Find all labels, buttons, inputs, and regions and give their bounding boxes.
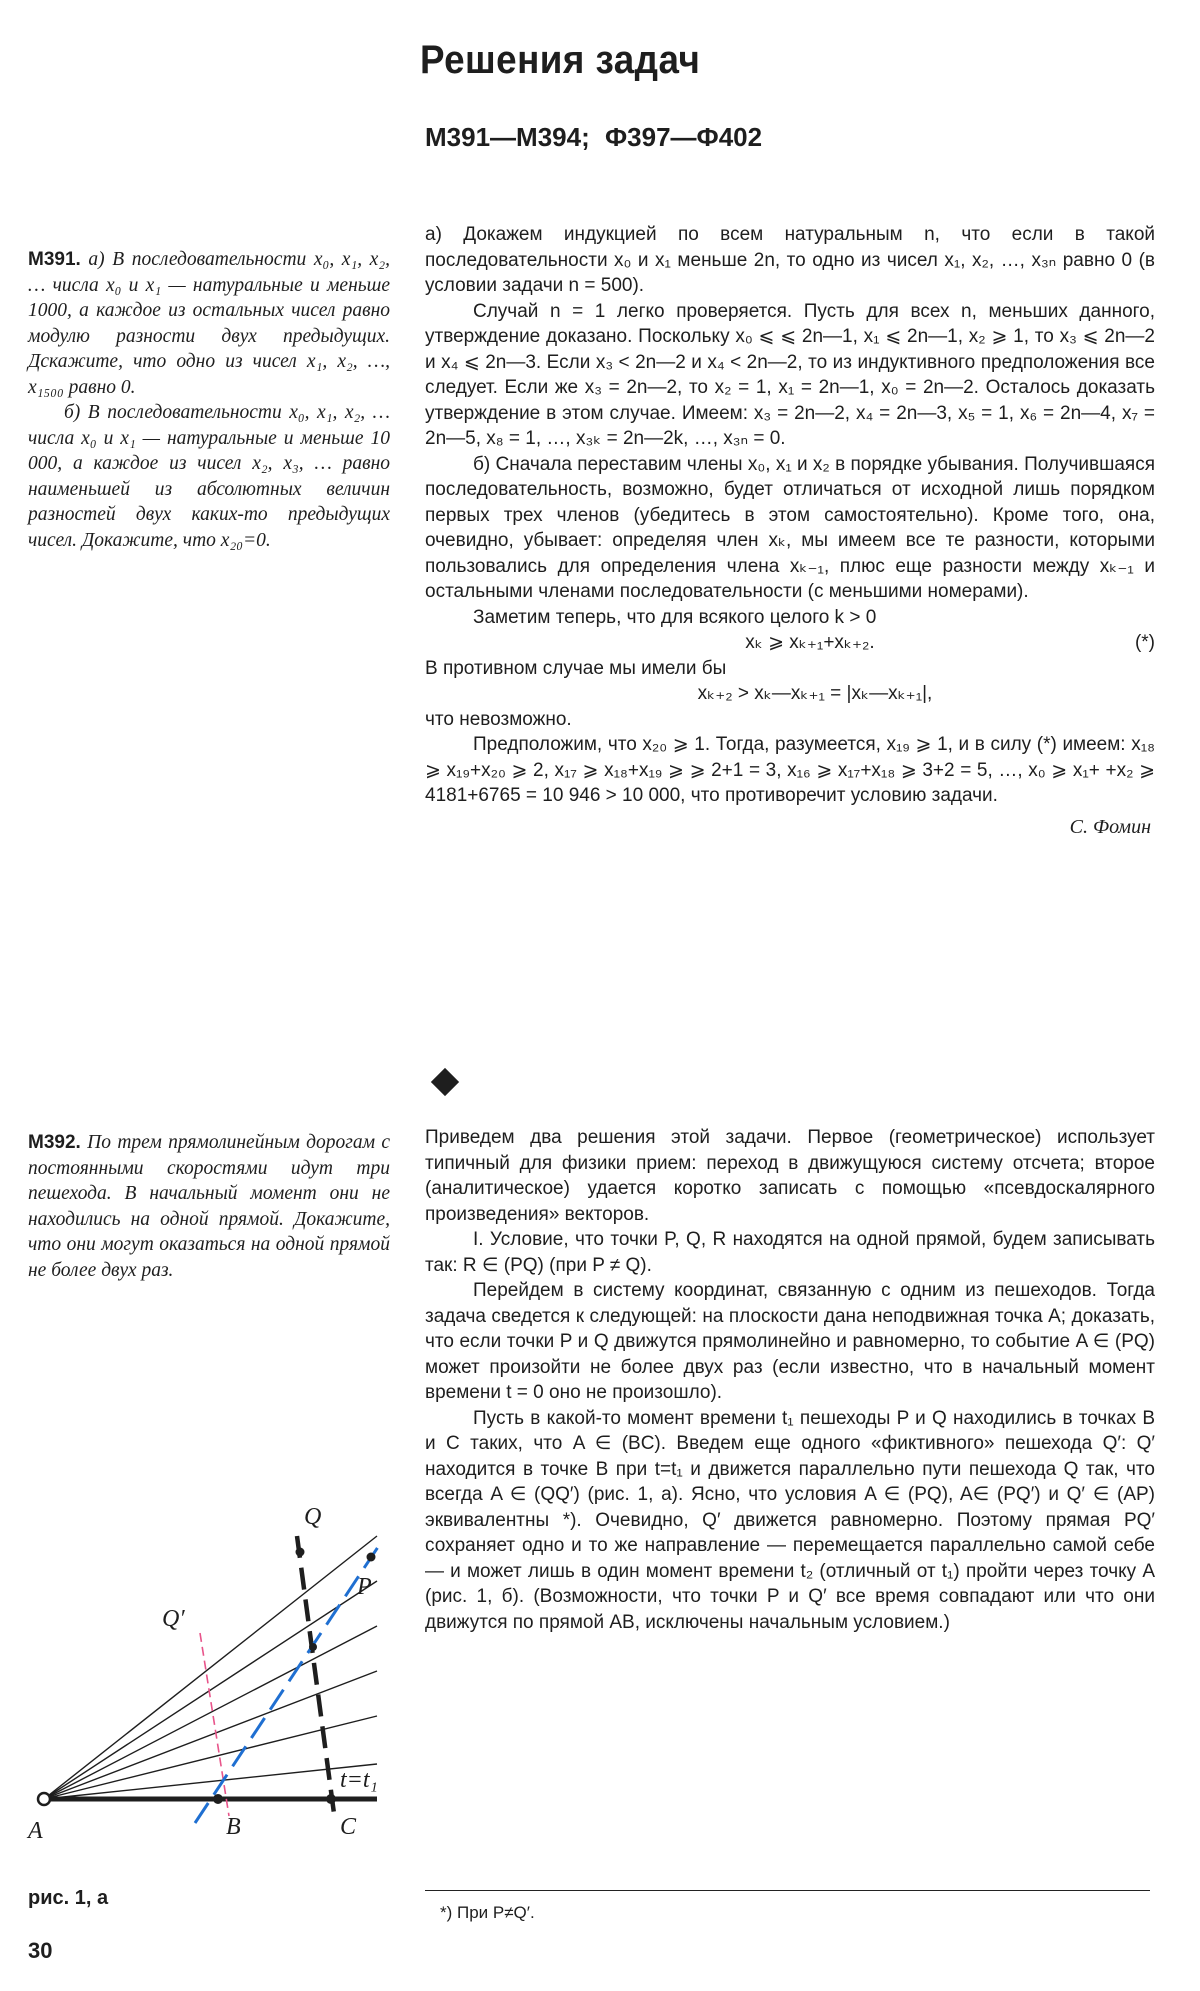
m391-problem-a: а) В последовательности x₀, x₁, x₂, … числа x₀ и x₁ — натуральные и меньше 1000, а каждое из остальных чисел равно модулю разности двух предыдущих. Дскажите, что одно из чисел x₁, x₂, …, x₁₅₀₀ равно 0. [28,249,390,398]
m392-solution [425,1125,1155,1635]
point-b-marker [213,1794,223,1804]
figure-pink-dashed-line [200,1633,229,1816]
point-q-marker [296,1548,305,1557]
m391-solution-impossible: что невозможно. [425,708,572,730]
label-c: C [340,1814,357,1840]
intersection-marker [309,1643,317,1651]
m392-solution-reduction: Перейдем в систему координат, связанную с одним из пешеходов. Тогда задача сведется к следующей: на плоскости дана неподвижная точка A; доказать, что если точки P и Q движутся прямолинейно и равномерно, то событие A ∈ (PQ) может произойти не более двух раз (если известно, что в начальный момент времени t = 0 оно не произошло). [425,1280,1155,1403]
label-t-t1: t=t₁ [340,1767,378,1793]
formula-contrary: xₖ₊₂ > xₖ—xₖ₊₁ = |xₖ—xₖ₊₁|, [697,683,933,704]
m392-solution-condition: I. Условие, что точки P, Q, R находятся на одной прямой, будем записывать так: R ∈ (PQ) (при P ≠ Q). [425,1229,1155,1276]
page-title: Решения задач [420,38,701,82]
point-a-marker [38,1793,50,1805]
label-b: B [226,1814,241,1840]
point-c-marker [326,1794,336,1804]
m391-solution-part-b: б) Сначала переставим члены x₀, x₁ и x₂ в порядке убывания. Получившаяся последовательность, возможно, будет отличаться от исходной лишь порядком первых трех членов (убедитесь в этом самостоятельно). Кроме того, она, очевидно, убывает: определяя член xₖ, мы имеем все те разности, которыми пользовались для определения члена xₖ₋₁, плюс еще разности между xₖ₋₁ и остальными членами последовательности (с меньшими номерами). [425,453,1155,602]
footnote-rule [425,1890,1150,1891]
label-p: P [357,1574,372,1600]
m391-solution-final: Предположим, что x₂₀ ⩾ 1. Тогда, разумеется, x₁₉ ⩾ 1, и в силу (*) имеем: x₁₈ ⩾ x₁₉+x₂₀ ⩾ 2, x₁₇ ⩾ x₁₈+x₁₉ ⩾ ⩾ 2+1 = 3, x₁₆ ⩾ x₁₇+x₁₈ ⩾ 3+2 = 5, …, x₀ ⩾ x₁+ +x₂ ⩾ 4181+6765 = 10 946 > 10 000, что противоречит условию задачи. [425,734,1155,806]
m392-solution-intro: Приведем два решения этой задачи. Первое (геометрическое) использует типичный для физики прием: переход в движущуюся систему отсчета; второе (аналитическое) удается коротко записать с помощью «псевдоскалярного произведения» векторов. [425,1127,1155,1225]
m391-problem-b: б) В последовательности x₀, x₁, x₂, … числа x₀ и x₁ — натуральные и меньше 10 000, а каждое из чисел x₂, x₃, … равно наименьшей из абсолютных величин разностей двух каких-то предыдущих чисел. Докажите, что x₂₀=0. [28,402,390,551]
m391-solution-contrary: В противном случае мы имели бы [425,657,727,679]
figure-ray-5 [44,1716,377,1799]
figure-path-q-dashed [297,1536,335,1821]
m392-solution-argument: Пусть в какой-то момент времени t₁ пешеходы P и Q находились в точках B и C таких, что A ∈ (BC). Введем еще одного «фиктивного» пешехода Q′: Q′ находится в точке B при t=t₁ и движется параллельно пути пешехода Q так, что всегда A ∈ (QQ′) (рис. 1, а). Ясно, что условия A ∈ (PQ), A∈ (PQ′) и Q′ ∈ (AP) эквивалентны *). Очевидно, Q′ движется равномерно. Поэтому прямая PQ′ сохраняет одно и то же направление — перемещается параллельно самой себе — и может лишь в один момент времени t₂ (отличный от t₁) пройти через точку A (рис. 1, б). (Возможности, что точки P и Q′ все время совпадают или что они движутся по прямой AB, исключены начальным условием.) [425,1407,1155,1633]
label-q: Q [304,1504,322,1530]
figure-1a [22,1476,412,1871]
formula-star-tag: (*) [1134,632,1155,653]
m391-solution-note: Заметим теперь, что для всякого целого k > 0 [473,606,877,628]
m391-problem [28,247,390,553]
page-number: 30 [28,1938,53,1963]
section-divider-diamond [431,1068,459,1096]
figure-caption: рис. 1, а [28,1887,109,1909]
label-q-prime: Q′ [162,1606,185,1632]
problem-range-subtitle: М391—М394; Ф397—Ф402 [425,122,763,152]
author-signature: С. Фомин [1069,815,1151,838]
m392-label: М392. [28,1132,81,1153]
label-a: A [28,1818,43,1844]
m391-solution-induction: Случай n = 1 легко проверяется. Пусть для всех n, меньших данного, утверждение доказано. Поскольку x₀ ⩽ ⩽ 2n—1, x₁ ⩽ 2n—1, x₂ ⩾ 1, то x₃ ⩽ 2n—2 и x₄ ⩽ 2n—3. Если x₃ < 2n—2 и x₄ < 2n—2, то из индуктивного предположения все следует. Если же x₃ = 2n—2, то x₂ = 1, x₁ = 2n—1, x₀ = 2n—2. Осталось доказать утверждение в этом случае. Имеем: x₃ = 2n—2, x₄ = 2n—3, x₅ = 1, x₆ = 2n—4, x₇ = 2n—5, x₈ = 1, …, x₃ₖ = 2n—2k, …, x₃ₙ = 0. [425,300,1155,449]
m391-solution-part-a: а) Докажем индукцией по всем натуральным n, что если в такой последовательности x₀ и x₁ меньше 2n, то одно из чисел x₁, x₂, …, x₃ₙ равно 0 (в условии задачи n = 500). [425,224,1155,296]
formula-star-body: xₖ ⩾ xₖ₊₁+xₖ₊₂. [745,632,875,653]
formula-star [425,630,1155,656]
m391-solution [425,222,1155,840]
footnote: *) При P≠Q′. [440,1903,535,1922]
m391-label: М391. [28,249,81,270]
point-p-marker [367,1553,376,1562]
m392-problem [28,1130,390,1283]
m392-problem-text: По трем прямолинейным дорогам с постоянными скоростями идут три пешехода. В начальный момент они не находились на одной прямой. Докажите, что они могут оказаться на одной прямой не более двух раз. [28,1132,391,1281]
